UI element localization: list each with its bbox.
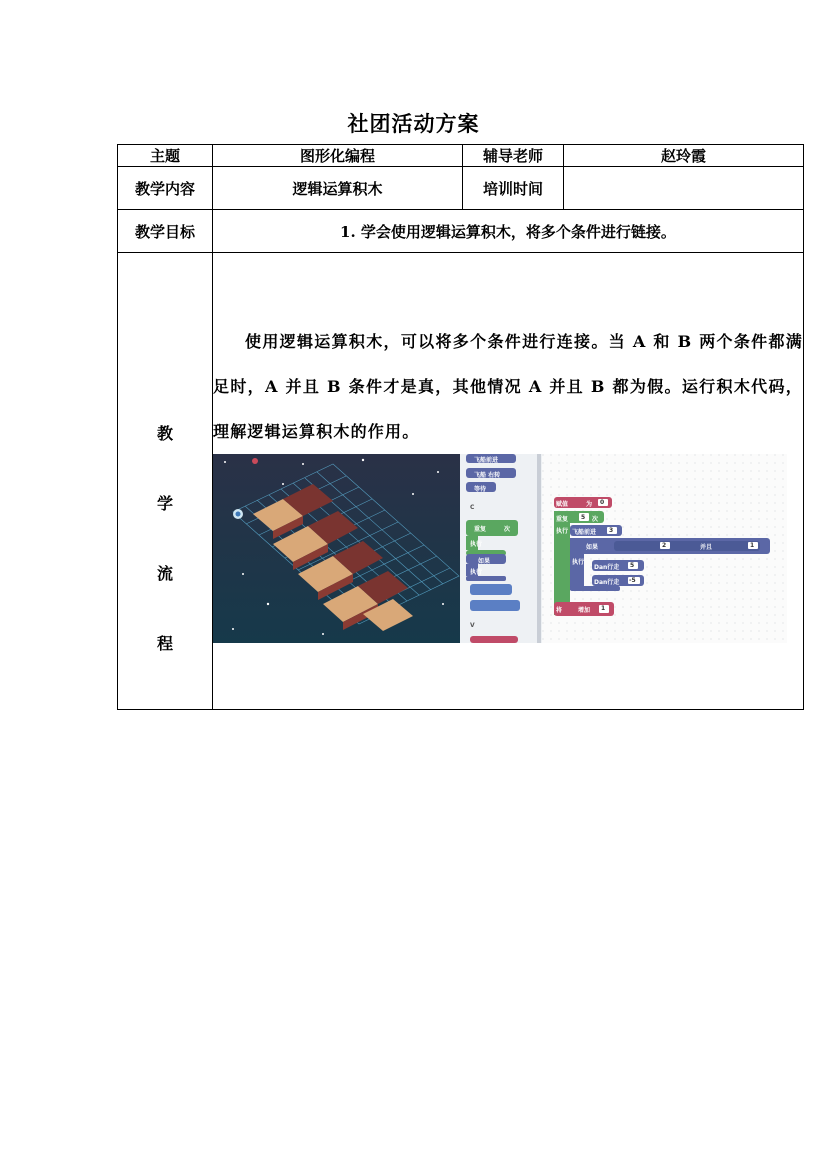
workspace-label: 并且 xyxy=(700,544,713,551)
goal-text: 1. 学会使用逻辑运算积木，将多个条件进行链接。 xyxy=(213,210,804,253)
code-workspace xyxy=(542,454,787,643)
palette-label: 如果 xyxy=(478,558,491,565)
workspace-label: Dan行走 xyxy=(594,579,620,586)
workspace-number: 5 xyxy=(630,562,635,569)
workspace-label: 如果 xyxy=(586,544,599,551)
block-palette xyxy=(460,454,542,643)
content-label: 教学内容 xyxy=(118,167,213,210)
row-goal xyxy=(118,210,804,253)
planet-icon xyxy=(252,458,258,464)
workspace-label: 为 xyxy=(586,501,593,508)
palette-label: 重复 xyxy=(474,526,487,533)
flow-paragraph: 使用逻辑运算积木，可以将多个条件进行连接。当 A 和 B 两个条件都满足时，A 并且 B 条件才是真，其他情况 A 并且 B 都为假。运行积木代码，理解逻辑运算积木的作用。 xyxy=(213,332,803,441)
game-scene-image xyxy=(213,454,460,643)
teacher-value: 赵玲霞 xyxy=(564,145,804,167)
palette-label: 等待 xyxy=(474,486,487,493)
palette-label: 飞船前进 xyxy=(474,457,499,464)
row-topic xyxy=(118,145,804,167)
workspace-label: 将 xyxy=(556,607,563,614)
flow-label-char: 流 xyxy=(156,563,173,583)
time-value xyxy=(564,167,804,210)
workspace-number: 3 xyxy=(609,527,614,534)
workspace-label: 次 xyxy=(592,516,599,523)
workspace-label: 执行 xyxy=(556,528,569,535)
flow-label-char: 程 xyxy=(156,633,173,653)
workspace-label: 飞船前进 xyxy=(572,529,597,536)
flow-body xyxy=(213,253,804,710)
palette-label: 执行 xyxy=(470,541,483,548)
palette-label: C xyxy=(470,504,475,511)
palette-label: 飞船 右转 xyxy=(474,472,501,479)
document-title: 社团活动方案 xyxy=(347,111,480,136)
palette-label: 次 xyxy=(504,526,511,533)
teacher-label: 辅导老师 xyxy=(463,145,564,167)
workspace-label: Dan行走 xyxy=(594,564,620,571)
topic-value: 图形化编程 xyxy=(213,145,463,167)
row-flow xyxy=(118,253,804,710)
workspace-label: 赋值 xyxy=(556,501,569,508)
flow-label-char: 学 xyxy=(156,493,173,513)
time-label: 培训时间 xyxy=(463,167,564,210)
palette-label: 执行 xyxy=(470,569,483,576)
activity-plan-table xyxy=(117,144,804,710)
goal-label: 教学目标 xyxy=(118,210,213,253)
workspace-number: -5 xyxy=(629,577,636,584)
workspace-label: 增加 xyxy=(578,607,591,614)
workspace-number: 0 xyxy=(600,499,605,506)
topic-label: 主题 xyxy=(118,145,213,167)
flow-label xyxy=(118,253,213,710)
workspace-label: 执行 xyxy=(572,559,585,566)
programming-screenshot xyxy=(213,454,787,643)
row-content xyxy=(118,167,804,210)
palette-label: V xyxy=(470,622,475,629)
workspace-label: 重复 xyxy=(556,516,569,523)
workspace-number: 1 xyxy=(601,605,606,612)
content-value: 逻辑运算积木 xyxy=(213,167,463,210)
workspace-number: 1 xyxy=(750,542,755,549)
workspace-number: 2 xyxy=(662,542,667,549)
workspace-number: 5 xyxy=(581,514,586,521)
flow-label-char: 教 xyxy=(156,423,173,443)
